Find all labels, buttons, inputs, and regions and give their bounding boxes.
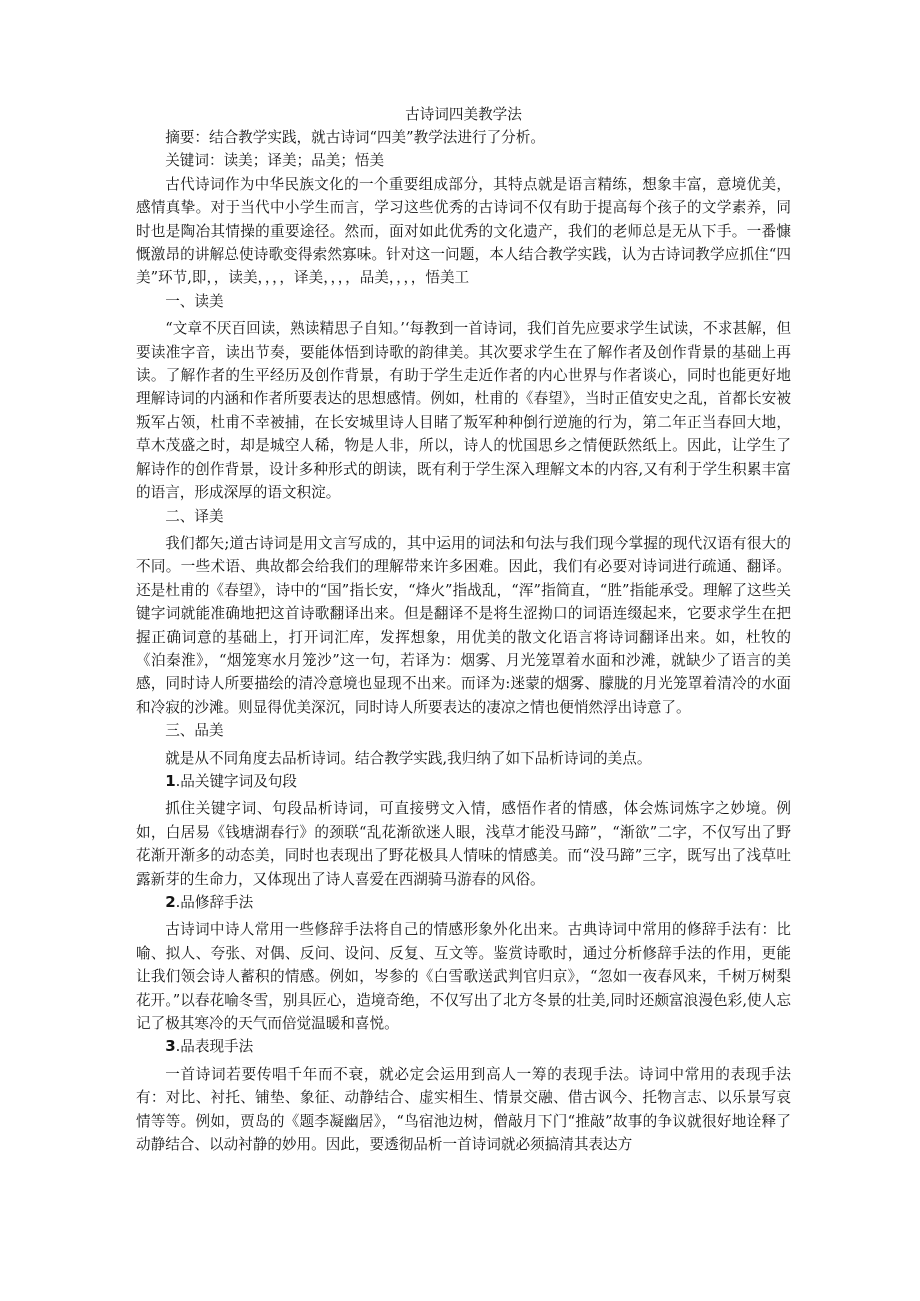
section-body-translate: 我们都矢;道古诗词是用文言写成的，其中运用的词法和句法与我们现今掌握的现代汉语有很大的不同。一些术语、典故都会给我们的理解带来许多困难。因此，我们有必要对诗词进行疏通、翻译。还是杜甫的《春望》，诗中的“国”指长安，“烽火”指战乱，“浑”指简直，“胜”指能承受。理解了这些关键字词就能准确地把这首诗歌翻译出来。但是翻译不是将生涩拗口的词语连缀起来，它要求学生在把握正确词意的基础上，打开词汇库，发挥想象，用优美的散文化语言将诗词翻译出来。如，杜牧的《泊秦淮》，“烟笼寒水月笼沙”这一句，若译为：烟雾、月光笼罩着水面和沙滩，就缺少了语言的美感，同时诗人所要描绘的清冷意境也显现不出来。而译为:迷蒙的烟雾、朦胧的月光笼罩着清冷的水面和冷寂的沙滩。则显得优美深沉，同时诗人所要表达的凄凉之情也便悄然浮出诗意了。 xyxy=(136,534,791,716)
subheading-number: 1 xyxy=(165,771,176,790)
subheading-number: 3 xyxy=(165,1037,176,1056)
subheading-rhetoric xyxy=(136,891,791,914)
subheading-number: 2 xyxy=(165,893,176,911)
section-heading-read: 一、读美 xyxy=(165,292,224,310)
keywords-line: 关键词：读美；译美；品美；悟美 xyxy=(165,152,385,170)
subheading-expression xyxy=(136,1035,791,1058)
subheading-keywords xyxy=(136,770,791,793)
section-intro-appreciate: 就是从不同角度去品析诗词。结合教学实践,我归纳了如下品析诗词的美点。 xyxy=(165,749,652,767)
document-page xyxy=(136,104,791,1156)
abstract-line: 摘要：结合教学实践，就古诗词“四美”教学法进行了分析。 xyxy=(165,129,545,146)
intro-paragraph: 古代诗词作为中华民族文化的一个重要组成部分，其特点就是语言精练，想象丰富，意境优美，感情真挚。对于当代中小学生而言，学习这些优秀的古诗词不仅有助于提高每个孩子的文学素养，同时也是陶冶其情操的重要途径。然而，面对如此优秀的文化遗产，我们的老师总是无从下手。一番慷慨激昂的讲解总使诗歌变得索然寡味。针对这一问题，本人结合教学实践，认为古诗词教学应抓住“四美”环节,即，，读美，，，，译美，，，，品美，，，，悟美工 xyxy=(136,175,791,287)
subsection-body-keywords: 抓住关键字词、句段品析诗词，可直接劈文入情，感悟作者的情感，体会炼词炼字之妙境。例如，白居易《钱塘湖春行》的颈联“乱花渐欲迷人眼，浅草才能没马蹄”，“渐欲”二字，不仅写出了野花渐开渐多的动态美，同时也表现出了野花极具人情味的情感美。而“没马蹄”三字，既写出了浅草吐露新芽的生命力，又体现出了诗人喜爱在西湖骑马游春的风俗。 xyxy=(136,800,791,888)
subsection-body-expression: 一首诗词若要传唱千年而不衰，就必定会运用到高人一筹的表现手法。诗词中常用的表现手法有：对比、衬托、铺垫、象征、动静结合、虚实相生、情景交融、借古讽今、托物言志、以乐景写哀情等等。例如，贾岛的《题李凝幽居》，“鸟宿池边树，僧敲月下门“推敲”故事的争议就很好地诠释了动静结合、以动衬静的妙用。因此，要透彻品析一首诗词就必须搞清其表达方 xyxy=(136,1065,791,1154)
section-heading-translate: 二、译美 xyxy=(165,507,224,525)
section-heading-appreciate: 三、品美 xyxy=(165,722,224,740)
subsection-body-rhetoric: 古诗词中诗人常用一些修辞手法将自己的情感形象外化出来。古典诗词中常用的修辞手法有：比喻、拟人、夸张、对偶、反问、设问、反复、互文等。鉴赏诗歌时，通过分析修辞手法的作用，更能让我们领会诗人蓄积的情感。例如，岑参的《白雪歌送武判官归京》，“忽如一夜春风来，千树万树梨花开。”以春花喻冬雪，别具匠心，造境奇绝，不仅写出了北方冬景的壮美,同时还颇富浪漫色彩,使人忘记了极其寒冷的天气而倍觉温暖和喜悦。 xyxy=(136,921,791,1033)
document-title: 古诗词四美教学法 xyxy=(405,106,522,123)
subheading-title: .品关键字词及句段 xyxy=(175,772,298,790)
section-body-read: “文章不厌百回读，熟读精思子自知。’‘每教到一首诗词，我们首先应要求学生试读，不求甚解，但要读准字音，读出节奏，要能体悟到诗歌的韵律美。其次要求学生在了解作者及创作背景的基础上再读。了解作者的生平经历及创作背景，有助于学生走近作者的内心世界与作者谈心，同时也能更好地理解诗词的内涵和作者所要表达的思想感情。例如，杜甫的《春望》，当时正值安史之乱，首都长安被叛军占领，杜甫不幸被捕，在长安城里诗人目睹了叛军种种倒行逆施的行为，第二年正当春回大地，草木茂盛之时，却是城空人稀，物是人非，所以，诗人的忧国思乡之情便跃然纸上。因此，让学生了解诗作的创作背景，设计多种形式的朗读，既有利于学生深入理解文本的内容,又有利于学生积累丰富的语言，形成深厚的语文积淀。 xyxy=(136,320,791,502)
subheading-title: .品修辞手法 xyxy=(175,894,254,911)
subheading-title: .品表现手法 xyxy=(175,1038,254,1056)
